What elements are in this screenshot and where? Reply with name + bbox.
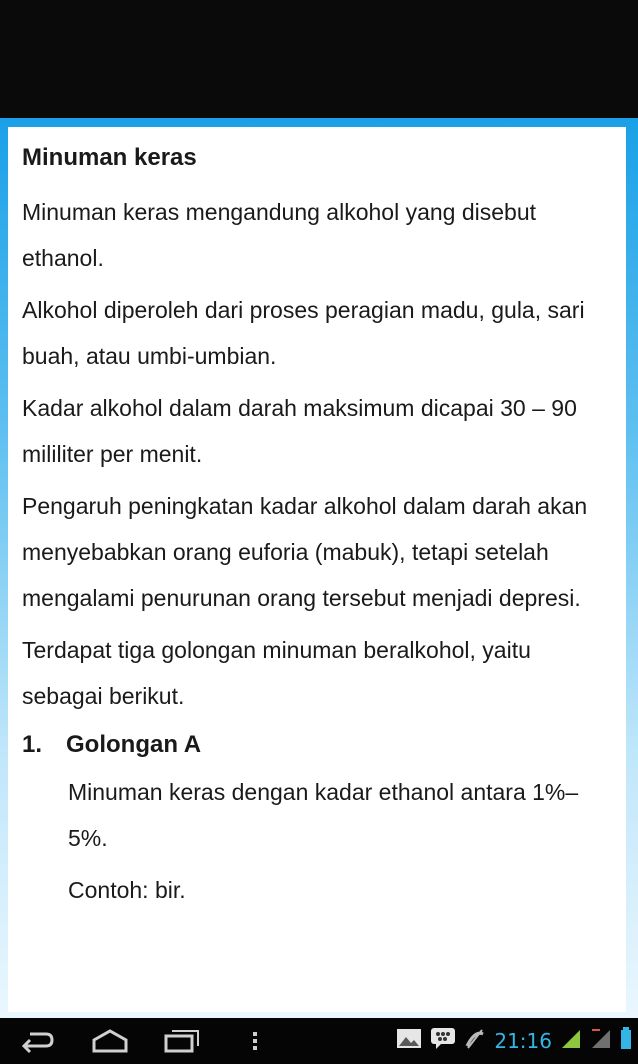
list-item-body xyxy=(22,769,626,913)
battery-icon xyxy=(620,1026,632,1055)
list-title: Golongan A xyxy=(66,731,202,758)
back-icon[interactable] xyxy=(20,1028,56,1059)
paragraph-1: Minuman keras mengandung alkohol yang disebut ethanol. xyxy=(22,199,536,271)
paragraph-5: Terdapat tiga golongan minuman beralkohol, yaitu sebagai berikut. xyxy=(22,637,531,709)
system-navigation-bar xyxy=(0,1018,638,1064)
status-clock: 21:16 xyxy=(494,1028,552,1053)
menu-icon[interactable] xyxy=(250,1028,260,1059)
signal-icon xyxy=(560,1026,582,1055)
paragraph-4: Pengaruh peningkatan kadar alkohol dalam darah akan menyebabkan orang euforia (mabuk), tetapi setelah mengalami penurunan orang tersebut menjadi depresi. xyxy=(22,493,588,611)
document-title: Minuman keras xyxy=(22,144,197,171)
gallery-icon xyxy=(396,1026,422,1055)
recent-apps-icon[interactable] xyxy=(160,1028,200,1059)
signal-secondary-icon xyxy=(590,1026,612,1055)
top-blank-area xyxy=(0,0,638,118)
home-icon[interactable] xyxy=(90,1028,130,1059)
list-number: 1. xyxy=(22,731,43,758)
bbm-icon xyxy=(430,1026,456,1055)
list-example: Contoh: bir. xyxy=(68,877,186,903)
document-page[interactable] xyxy=(8,127,626,1012)
wifi-off-icon xyxy=(464,1026,486,1055)
paragraph-3: Kadar alkohol dalam darah maksimum dicapai 30 – 90 mililiter per menit. xyxy=(22,395,577,467)
status-area xyxy=(396,1026,632,1055)
document-content xyxy=(8,127,626,913)
list-description: Minuman keras dengan kadar ethanol antara 1%– 5%. xyxy=(68,779,579,851)
list-item-golongan-a xyxy=(22,725,626,765)
paragraph-2: Alkohol diperoleh dari proses peragian madu, gula, sari buah, atau umbi-umbian. xyxy=(22,297,585,369)
